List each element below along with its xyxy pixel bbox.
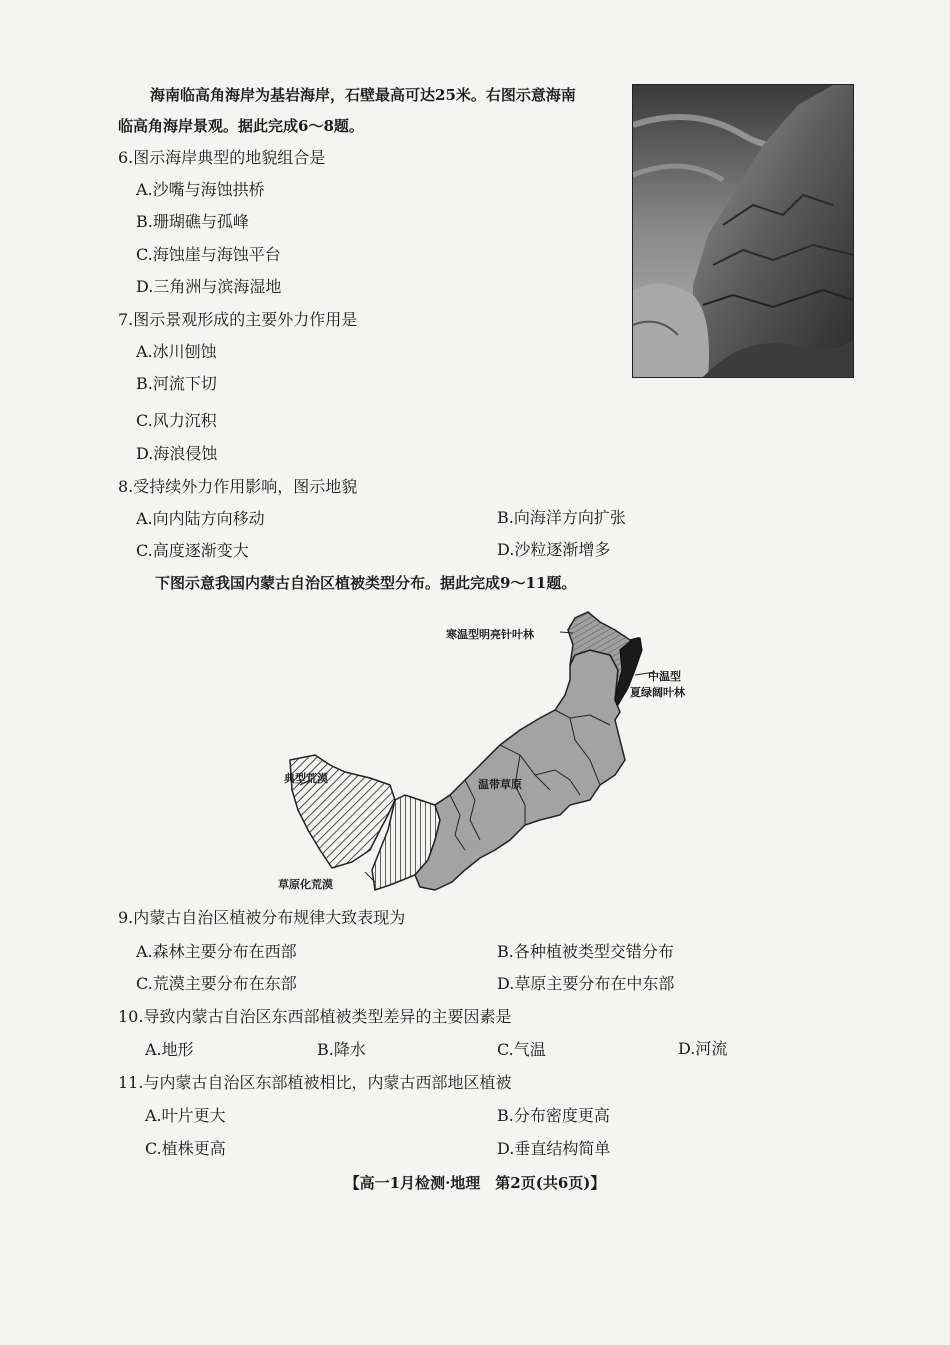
- q11-option-a[interactable]: A.叶片更大: [145, 1106, 226, 1125]
- q9-option-a[interactable]: A.森林主要分布在西部: [136, 942, 297, 961]
- vegetation-map-svg: [270, 600, 710, 900]
- q6-option-c[interactable]: C.海蚀崖与海蚀平台: [136, 245, 281, 264]
- intro-line-1: 海南临高角海岸为基岩海岸，石壁最高可达25米。右图示意海南: [150, 86, 576, 104]
- q10-option-d[interactable]: D.河流: [678, 1039, 728, 1058]
- map-label-broadleaf-1: 中温型: [648, 670, 681, 683]
- map-label-broadleaf-2: 夏绿阔叶林: [630, 686, 685, 699]
- coast-photo: [632, 84, 854, 378]
- q10-option-b[interactable]: B.降水: [317, 1040, 366, 1059]
- q10-option-c[interactable]: C.气温: [497, 1040, 546, 1059]
- q8-option-c[interactable]: C.高度逐渐变大: [136, 541, 249, 560]
- q8-option-d[interactable]: D.沙粒逐渐增多: [497, 540, 611, 559]
- q9-option-d[interactable]: D.草原主要分布在中东部: [497, 974, 675, 993]
- q10-stem: 10.导致内蒙古自治区东西部植被类型差异的主要因素是: [118, 1007, 512, 1026]
- intro-line-2: 临高角海岸景观。据此完成6～8题。: [118, 117, 364, 135]
- q8-option-b[interactable]: B.向海洋方向扩张: [497, 508, 626, 527]
- map-label-needle-forest: 寒温型明亮针叶林: [446, 628, 534, 641]
- q6-option-b[interactable]: B.珊瑚礁与孤峰: [136, 212, 249, 231]
- q9-option-b[interactable]: B.各种植被类型交错分布: [497, 942, 674, 961]
- q8-stem: 8.受持续外力作用影响，图示地貌: [118, 477, 358, 496]
- q6-option-d[interactable]: D.三角洲与滨海湿地: [136, 277, 282, 296]
- q7-option-d[interactable]: D.海浪侵蚀: [136, 444, 218, 463]
- q7-option-c[interactable]: C.风力沉积: [136, 411, 217, 430]
- q7-stem: 7.图示景观形成的主要外力作用是: [118, 310, 358, 329]
- q6-stem: 6.图示海岸典型的地貌组合是: [118, 148, 326, 167]
- coast-photo-image: [633, 85, 853, 377]
- q8-option-a[interactable]: A.向内陆方向移动: [136, 509, 265, 528]
- q11-option-c[interactable]: C.植株更高: [145, 1139, 226, 1158]
- q7-option-b[interactable]: B.河流下切: [136, 374, 217, 393]
- intro-map: 下图示意我国内蒙古自治区植被类型分布。据此完成9～11题。: [155, 574, 577, 592]
- q7-option-a[interactable]: A.冰川刨蚀: [136, 342, 217, 361]
- inner-mongolia-vegetation-map: [270, 600, 710, 900]
- map-label-typical-desert: 典型荒漠: [284, 772, 328, 785]
- q11-stem: 11.与内蒙古自治区东部植被相比，内蒙古西部地区植被: [118, 1073, 512, 1092]
- q9-option-c[interactable]: C.荒漠主要分布在东部: [136, 974, 297, 993]
- q6-option-a[interactable]: A.沙嘴与海蚀拱桥: [136, 180, 265, 199]
- q10-option-a[interactable]: A.地形: [145, 1040, 194, 1059]
- map-label-temperate-steppe: 温带草原: [478, 778, 522, 791]
- page-footer: 【高一1月检测·地理 第2页(共6页)】: [344, 1174, 606, 1192]
- q11-option-b[interactable]: B.分布密度更高: [497, 1106, 610, 1125]
- q9-stem: 9.内蒙古自治区植被分布规律大致表现为: [118, 908, 406, 927]
- q11-option-d[interactable]: D.垂直结构简单: [497, 1139, 611, 1158]
- map-label-steppe-desert: 草原化荒漠: [278, 878, 333, 891]
